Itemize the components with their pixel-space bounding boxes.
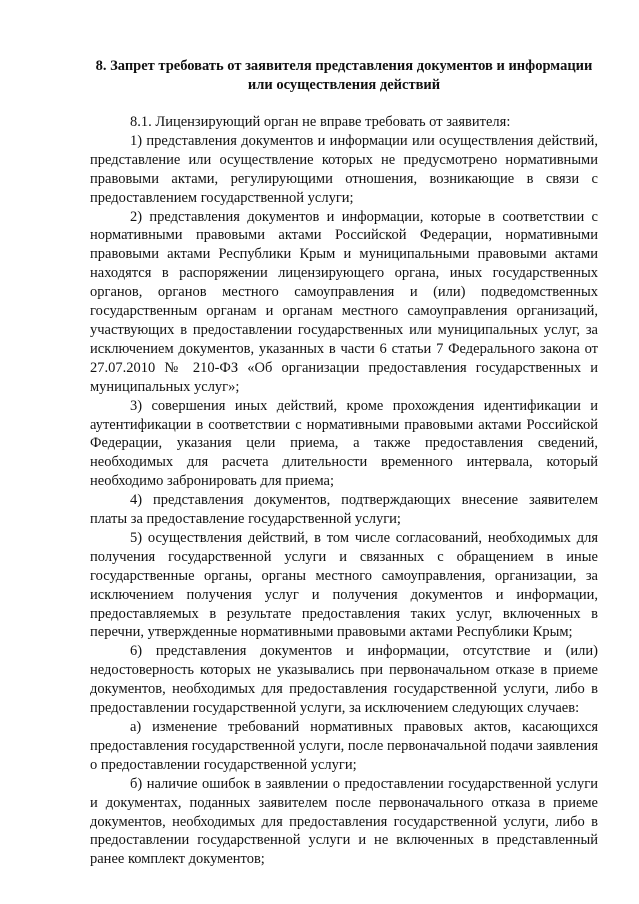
paragraph-item-1: 1) представления документов и информации или осуществления действий, представление или осуществление которых не предусмотрено нормативными правовыми актами, регулирующими отношения, возникающие в связи с предоставлением государственной услуги; [90, 132, 598, 206]
section-body [90, 113, 598, 869]
paragraph-item-3: 3) совершения иных действий, кроме прохождения идентификации и аутентификации в соответствии с нормативными правовыми актами Российской Федерации, указания цели приема, а также предоставления сведений, необходимых для расчета длительности временного интервала, который необходимо забронировать для приема; [90, 397, 598, 490]
paragraph-item-5: 5) осуществления действий, в том числе согласований, необходимых для получения государственной услуги и связанных с обращением в иные государственные органы, органы местного самоуправления, организации, за исключением получения услуг и получения документов и информации, предоставляемых в результате предоставления таких услуг, включенных в перечни, утвержденные нормативными правовыми актами Республики Крым; [90, 529, 598, 641]
paragraph-item-4: 4) представления документов, подтверждающих внесение заявителем платы за предоставление государственной услуги; [90, 492, 598, 528]
paragraph-item-2: 2) представления документов и информации, которые в соответствии с нормативными правовыми актами Российской Федерации, нормативными правовыми актами Республики Крым и муниципальными правовыми актами находятся в распоряжении лицензирующего органа, иных государственных органов, органов местного самоуправления и (или) подведомственных государственным органам и органам местного самоуправления организаций, участвующих в предоставлении государственных или муниципальных услуг, за исключением документов, указанных в части 6 статьи 7 Федерального закона от 27.07.2010 № 210-ФЗ «Об организации предоставления государственных и муниципальных услуг»; [90, 208, 598, 395]
paragraph-subitem-b: б) наличие ошибок в заявлении о предоставлении государственной услуги и документах, поданных заявителем после первоначального отказа в приеме документов, необходимых для предоставления государственной услуги, либо в предоставлении государственной услуги и не включенных в представленный ранее комплект документов; [90, 775, 598, 868]
section-title: 8. Запрет требовать от заявителя представления документов и информации или осуществления действий [95, 58, 593, 93]
paragraph-8-1: 8.1. Лицензирующий орган не вправе требовать от заявителя: [130, 114, 511, 130]
paragraph-subitem-a: а) изменение требований нормативных правовых актов, касающихся предоставления государственной услуги, после первоначальной подачи заявления о предоставлении государственной услуги; [90, 719, 598, 773]
paragraph-item-6: 6) представления документов и информации, отсутствие и (или) недостоверность которых не указывались при первоначальном отказе в приеме документов, необходимых для предоставления государственной услуги, либо в предоставлении государственной услуги, за исключением следующих случаев: [90, 643, 598, 717]
